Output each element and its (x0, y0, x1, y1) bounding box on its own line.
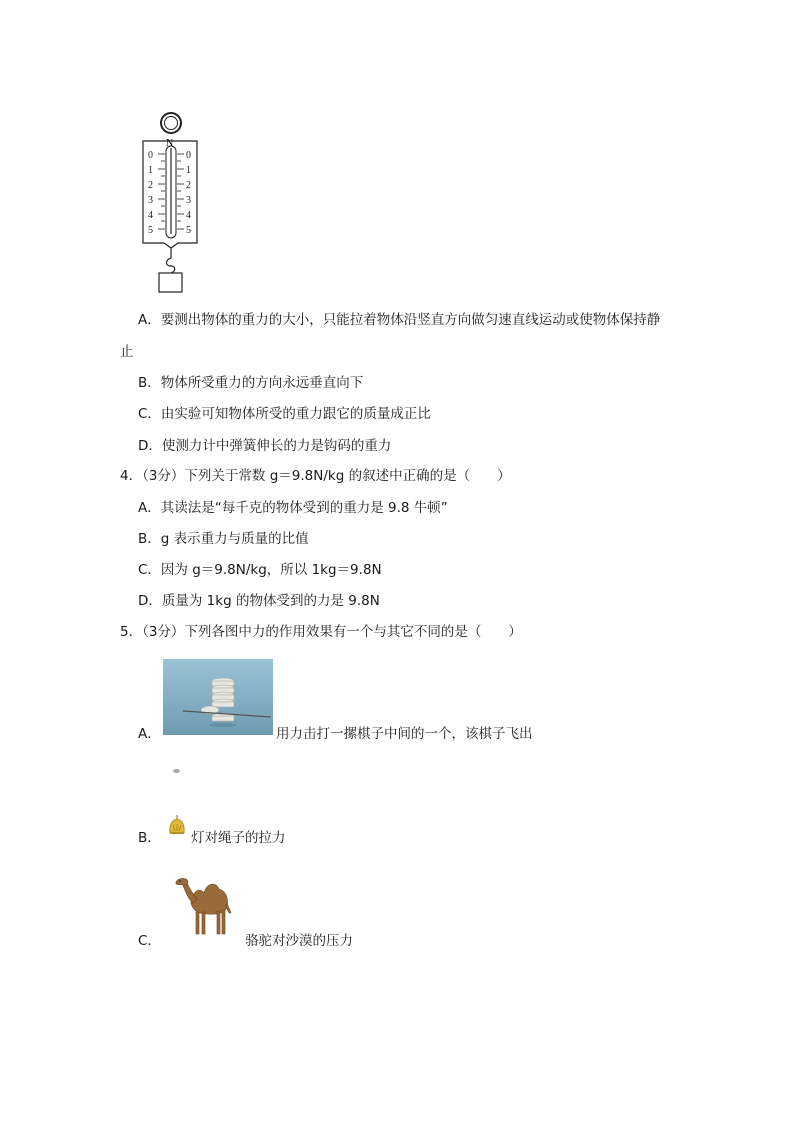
chess-pieces-photo (163, 659, 273, 735)
left-tick-label: 3 (148, 195, 153, 206)
right-tick-label: 0 (186, 150, 191, 161)
left-tick-label: 2 (148, 180, 153, 191)
right-tick-label: 5 (186, 225, 191, 236)
q5-stem: 5．（3分）下列各图中力的作用效果有一个与其它不同的是（ ） (120, 624, 522, 640)
left-tick-label: 0 (148, 150, 153, 161)
spring-scale-figure (138, 108, 208, 298)
camel-picture (173, 869, 239, 939)
q5-option-c-letter: C． (138, 933, 161, 949)
q3-option-a-continued: 止 (120, 344, 134, 360)
q5-option-b-letter: B． (138, 830, 161, 846)
q4-option-d: D．质量为 1kg 的物体受到的力是 9.8N (138, 593, 380, 609)
q5-option-a-letter: A． (138, 726, 161, 742)
right-tick-label: 4 (186, 210, 191, 221)
q5-option-c-text: 骆驼对沙漠的压力 (245, 933, 353, 949)
right-tick-label: 3 (186, 195, 191, 206)
left-tick-label: 1 (148, 165, 153, 176)
right-tick-label: 2 (186, 180, 191, 191)
scale-unit: N (166, 138, 174, 149)
lamp-picture (166, 815, 188, 837)
right-tick-label: 1 (186, 165, 191, 176)
q3-option-a: A．要测出物体的重力的大小，只能拉着物体沿竖直方向做匀速直线运动或使物体保持静 (138, 312, 661, 328)
q4-stem: 4．（3分）下列关于常数 g＝9.8N/kg 的叙述中正确的是（ ） (120, 468, 511, 484)
q5-option-b-text: 灯对绳子的拉力 (191, 830, 286, 846)
left-tick-label: 4 (148, 210, 153, 221)
q3-option-b: B．物体所受重力的方向永远垂直向下 (138, 375, 364, 391)
hanging-weight (159, 273, 182, 292)
scale-hook (167, 248, 175, 273)
q4-option-a: A．其读法是“每千克的物体受到的重力是 9.8 牛顿” (138, 500, 448, 516)
q3-option-d: D．使测力计中弹簧伸长的力是钩码的重力 (138, 438, 392, 454)
q4-option-c: C．因为 g＝9.8N/kg，所以 1kg＝9.8N (138, 562, 382, 578)
left-tick-label: 5 (148, 225, 153, 236)
q5-option-a-text: 用力击打一摞棋子中间的一个，该棋子飞出 (276, 726, 533, 742)
small-dot-mark (173, 769, 180, 773)
q3-option-c: C．由实验可知物体所受的重力跟它的质量成正比 (138, 406, 431, 422)
q4-option-b: B．g 表示重力与质量的比值 (138, 531, 309, 547)
